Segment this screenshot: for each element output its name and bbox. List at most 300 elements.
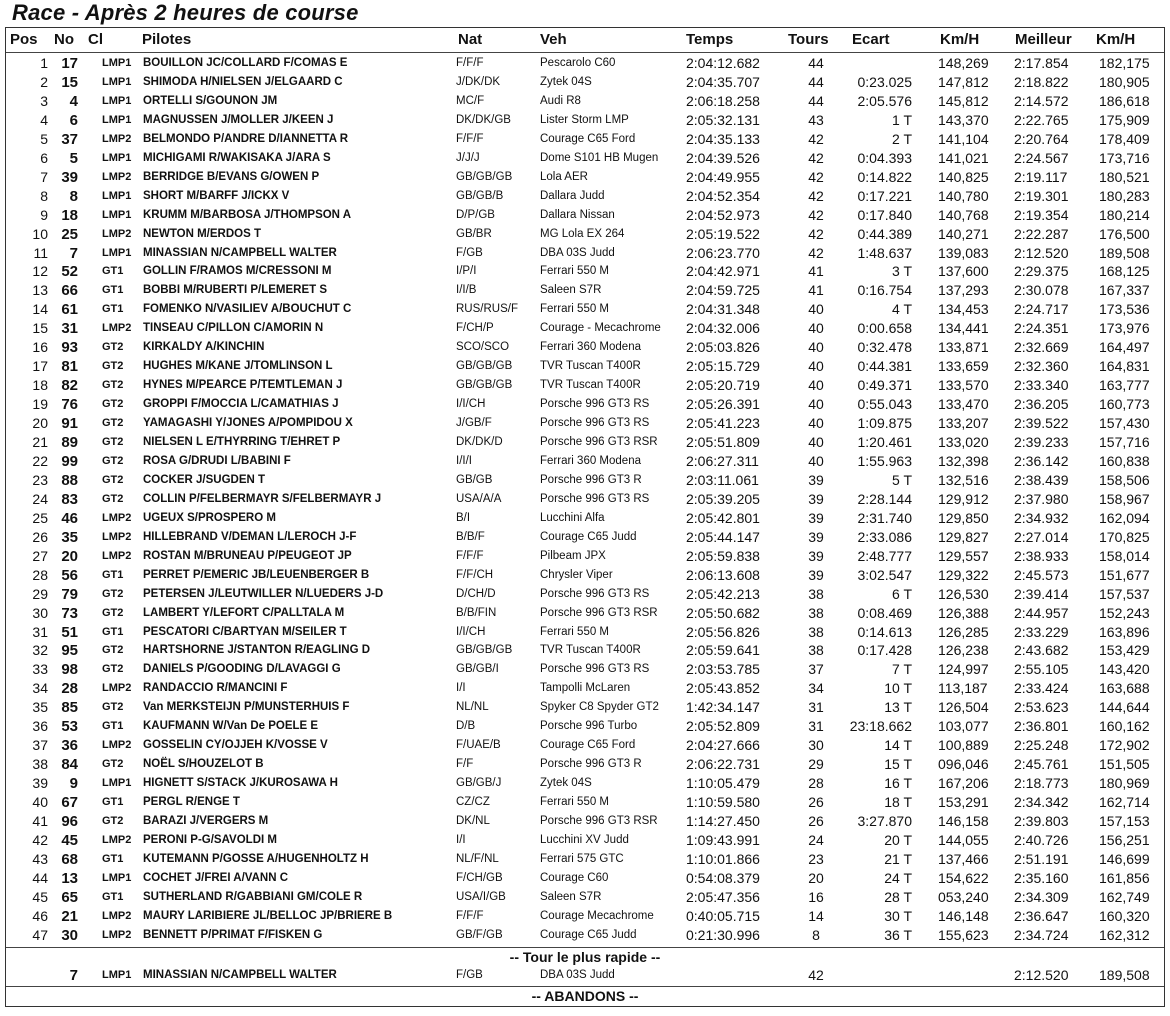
cell-no: 35 xyxy=(61,528,78,546)
cell-pilotes: ROSTAN M/BRUNEAU P/PEUGEOT JP xyxy=(143,549,352,562)
table-row xyxy=(6,679,1164,698)
cell-nat: CZ/CZ xyxy=(456,796,490,809)
cell-meilleur: 2:43.682 xyxy=(1014,642,1069,659)
cell-pilotes: DANIELS P/GOODING D/LAVAGGI G xyxy=(143,663,341,676)
cell-tours: 34 xyxy=(808,680,824,697)
cell-tours: 26 xyxy=(808,794,824,811)
cell-nat: I/I/I xyxy=(456,454,472,467)
cell-no: 39 xyxy=(61,168,78,186)
cell-temps: 2:04:42.971 xyxy=(686,263,760,280)
cell-veh: MG Lola EX 264 xyxy=(540,227,625,240)
cell-ecart: 1:09.875 xyxy=(857,415,912,432)
cell-temps: 2:05:50.682 xyxy=(686,604,760,621)
cell-ecart: 1:55.963 xyxy=(857,452,912,469)
cell-kmh: 103,077 xyxy=(938,718,989,735)
cell-tours: 40 xyxy=(808,415,824,432)
cell-nat: I/I xyxy=(456,833,466,846)
cell-no: 83 xyxy=(61,490,78,508)
cell-tours: 26 xyxy=(808,813,824,829)
cell-pos: 40 xyxy=(32,794,48,811)
cell-pos: 43 xyxy=(32,850,48,867)
cell-kmh: 147,812 xyxy=(938,73,989,90)
cell-veh: Porsche 996 GT3 RSR xyxy=(540,436,658,448)
cell-class: LMP2 xyxy=(102,227,132,240)
cell-pos: 24 xyxy=(32,490,48,507)
cell-ecart: 15 T xyxy=(884,756,912,773)
cell-pilotes: YAMAGASHI Y/JONES A/POMPIDOU X xyxy=(143,417,353,430)
cell-kmh: 139,083 xyxy=(938,244,989,261)
cell-ecart: 5 T xyxy=(892,471,912,488)
cell-no: 79 xyxy=(61,585,78,603)
cell-class: GT2 xyxy=(102,417,124,430)
cell-no: 52 xyxy=(61,263,78,281)
cell-temps: 2:04:31.348 xyxy=(686,301,760,318)
cell-nat: F/F/F xyxy=(456,132,484,145)
cell-pos: 1 xyxy=(40,55,48,71)
cell-ecart: 2:31.740 xyxy=(857,509,912,526)
cell-pos: 10 xyxy=(32,225,48,242)
cell-tours: 23 xyxy=(808,850,824,867)
cell-pos: 19 xyxy=(32,396,48,413)
cell-veh: TVR Tuscan T400R xyxy=(540,379,641,392)
table-row xyxy=(6,774,1164,793)
cell-temps: 2:05:47.356 xyxy=(686,888,760,905)
cell-meilleur: 2:55.105 xyxy=(1014,661,1069,678)
cell-kmh-best: 158,967 xyxy=(1099,490,1150,507)
cell-meilleur: 2:22.287 xyxy=(1014,225,1069,242)
cell-meilleur: 2:27.014 xyxy=(1014,528,1069,545)
cell-no: 51 xyxy=(61,623,78,641)
cell-nat: I/I xyxy=(456,682,466,695)
cell-kmh: 146,148 xyxy=(938,907,989,924)
cell-no: 25 xyxy=(61,225,78,243)
cell-meilleur: 2:44.957 xyxy=(1014,604,1069,621)
cell-veh: Pescarolo C60 xyxy=(540,57,616,69)
cell-pilotes: NIELSEN L E/THYRRING T/EHRET P xyxy=(143,436,341,448)
cell-no: 76 xyxy=(61,396,78,414)
cell-tours: 43 xyxy=(808,111,824,128)
cell-kmh-best: 163,688 xyxy=(1099,680,1150,697)
fastest-lap-veh: DBA 03S Judd xyxy=(540,969,615,981)
table-row xyxy=(6,755,1164,774)
cell-veh: Chrysler Viper xyxy=(540,568,613,581)
cell-pos: 12 xyxy=(32,263,48,280)
cell-no: 13 xyxy=(61,869,78,887)
cell-veh: Porsche 996 GT3 R xyxy=(540,758,642,771)
cell-tours: 44 xyxy=(808,73,824,90)
cell-pilotes: MAURY LARIBIERE JL/BELLOC JP/BRIERE B xyxy=(143,909,393,922)
cell-kmh-best: 151,505 xyxy=(1099,756,1150,773)
cell-nat: F/F xyxy=(456,758,474,771)
fastest-lap-heading: -- Tour le plus rapide -- xyxy=(6,947,1164,965)
cell-no: 99 xyxy=(61,452,78,470)
cell-meilleur: 2:29.375 xyxy=(1014,263,1069,280)
table-row xyxy=(6,54,1164,73)
cell-pos: 44 xyxy=(32,869,48,886)
cell-kmh-best: 163,777 xyxy=(1099,377,1150,394)
cell-tours: 38 xyxy=(808,604,824,621)
cell-veh: Ferrari 550 M xyxy=(540,303,610,316)
cell-pilotes: PETERSEN J/LEUTWILLER N/LUEDERS J-D xyxy=(143,587,384,600)
cell-kmh-best: 144,644 xyxy=(1099,699,1150,716)
cell-kmh: 155,623 xyxy=(938,926,989,943)
cell-temps: 2:03:53.785 xyxy=(686,661,760,678)
cell-temps: 2:06:18.258 xyxy=(686,92,760,109)
cell-tours: 42 xyxy=(808,244,824,261)
cell-ecart: 0:55.043 xyxy=(857,396,912,413)
cell-pilotes: SHIMODA H/NIELSEN J/ELGAARD C xyxy=(143,75,343,88)
cell-temps: 2:05:44.147 xyxy=(686,528,760,545)
cell-temps: 2:05:32.131 xyxy=(686,111,760,128)
cell-kmh-best: 158,014 xyxy=(1099,547,1150,564)
cell-class: GT2 xyxy=(102,454,124,467)
cell-temps: 2:04:52.354 xyxy=(686,187,760,204)
table-row xyxy=(6,244,1164,263)
cell-no: 68 xyxy=(61,850,78,868)
cell-no: 20 xyxy=(61,547,78,565)
cell-pos: 36 xyxy=(32,718,48,735)
cell-veh: Porsche 996 GT3 RS xyxy=(540,417,650,430)
cell-tours: 40 xyxy=(808,358,824,375)
cell-meilleur: 2:53.623 xyxy=(1014,699,1069,716)
cell-pilotes: GROPPI F/MOCCIA L/CAMATHIAS J xyxy=(143,398,339,411)
cell-ecart: 0:16.754 xyxy=(857,282,912,299)
cell-meilleur: 2:37.980 xyxy=(1014,490,1069,507)
cell-class: GT2 xyxy=(102,815,124,827)
cell-pos: 15 xyxy=(32,320,48,337)
cell-pilotes: HILLEBRAND V/DEMAN L/LEROCH J-F xyxy=(143,530,357,543)
table-row xyxy=(6,490,1164,509)
cell-ecart: 18 T xyxy=(884,794,912,811)
cell-temps: 2:04:27.666 xyxy=(686,737,760,754)
cell-veh: Porsche 996 Turbo xyxy=(540,720,638,733)
cell-tours: 29 xyxy=(808,756,824,773)
cell-nat: F/F/F xyxy=(456,549,484,562)
cell-pilotes: Van MERKSTEIJN P/MUNSTERHUIS F xyxy=(143,701,350,714)
cell-veh: Porsche 996 GT3 RS xyxy=(540,398,650,411)
table-row xyxy=(6,471,1164,490)
cell-no: 15 xyxy=(61,73,78,91)
cell-ecart: 0:23.025 xyxy=(857,73,912,90)
cell-nat: F/F/CH xyxy=(456,568,494,581)
cell-ecart: 28 T xyxy=(884,888,912,905)
cell-pos: 18 xyxy=(32,377,48,394)
cell-kmh: 129,322 xyxy=(938,566,989,583)
cell-nat: GB/GB/I xyxy=(456,663,499,676)
cell-kmh-best: 168,125 xyxy=(1099,263,1150,280)
cell-class: LMP2 xyxy=(102,833,132,846)
cell-kmh-best: 176,500 xyxy=(1099,225,1150,242)
cell-temps: 2:04:52.973 xyxy=(686,206,760,223)
cell-kmh: 129,827 xyxy=(938,528,989,545)
cell-ecart: 24 T xyxy=(884,869,912,886)
table-row xyxy=(6,319,1164,338)
cell-class: GT1 xyxy=(102,796,124,809)
cell-pilotes: HUGHES M/KANE J/TOMLINSON L xyxy=(143,360,333,373)
cell-no: 18 xyxy=(61,206,78,224)
cell-no: 36 xyxy=(61,737,78,755)
cell-ecart: 0:04.393 xyxy=(857,149,912,166)
cell-meilleur: 2:30.078 xyxy=(1014,282,1069,299)
cell-meilleur: 2:34.342 xyxy=(1014,794,1069,811)
cell-kmh: 134,441 xyxy=(938,320,989,337)
table-row xyxy=(6,585,1164,604)
cell-no: 4 xyxy=(69,92,78,110)
cell-kmh-best: 162,749 xyxy=(1099,888,1150,905)
cell-meilleur: 2:19.354 xyxy=(1014,206,1069,223)
table-row xyxy=(6,262,1164,281)
cell-nat: B/B/FIN xyxy=(456,606,497,619)
cell-kmh-best: 162,312 xyxy=(1099,926,1150,943)
cell-meilleur: 2:19.117 xyxy=(1014,168,1068,185)
header-tours: Tours xyxy=(788,31,829,48)
cell-temps: 2:06:23.770 xyxy=(686,244,760,261)
cell-pos: 13 xyxy=(32,282,48,299)
cell-pilotes: ORTELLI S/GOUNON JM xyxy=(143,94,278,107)
cell-nat: B/B/F xyxy=(456,530,485,543)
cell-pilotes: KAUFMANN W/Van De POELE E xyxy=(143,720,319,733)
cell-veh: Ferrari 550 M xyxy=(540,265,610,278)
cell-nat: I/I/B xyxy=(456,284,477,297)
cell-pilotes: ROSA G/DRUDI L/BABINI F xyxy=(143,454,291,467)
table-row xyxy=(6,660,1164,679)
cell-veh: Lister Storm LMP xyxy=(540,113,629,126)
cell-class: GT2 xyxy=(102,758,124,771)
cell-veh: TVR Tuscan T400R xyxy=(540,360,641,373)
cell-ecart: 0:00.658 xyxy=(857,320,912,337)
cell-veh: Lucchini XV Judd xyxy=(540,833,629,846)
cell-pilotes: SHORT M/BARFF J/ICKX V xyxy=(143,189,290,202)
table-row xyxy=(6,225,1164,244)
cell-kmh-best: 173,716 xyxy=(1099,149,1150,166)
cell-no: 61 xyxy=(61,301,78,319)
cell-kmh-best: 157,716 xyxy=(1099,434,1150,450)
cell-veh: Audi R8 xyxy=(540,94,581,107)
cell-pilotes: MAGNUSSEN J/MOLLER J/KEEN J xyxy=(143,113,334,126)
cell-tours: 41 xyxy=(808,263,824,280)
cell-veh: Courage C60 xyxy=(540,871,609,884)
cell-kmh-best: 160,162 xyxy=(1099,718,1150,735)
cell-meilleur: 2:35.160 xyxy=(1014,869,1069,886)
fastest-lap-nat: F/GB xyxy=(456,969,483,981)
cell-kmh: 153,291 xyxy=(938,794,989,811)
cell-kmh-best: 157,430 xyxy=(1099,415,1150,432)
header-veh: Veh xyxy=(540,31,567,48)
cell-veh: Ferrari 575 GTC xyxy=(540,852,624,865)
cell-meilleur: 2:36.647 xyxy=(1014,907,1069,924)
cell-class: GT2 xyxy=(102,492,124,505)
cell-temps: 2:05:20.719 xyxy=(686,377,760,394)
cell-class: GT2 xyxy=(102,473,124,486)
cell-meilleur: 2:39.803 xyxy=(1014,813,1069,829)
header-meilleur: Meilleur xyxy=(1015,31,1072,48)
table-row xyxy=(6,926,1164,945)
cell-pilotes: RANDACCIO R/MANCINI F xyxy=(143,682,288,695)
cell-pilotes: BELMONDO P/ANDRE D/IANNETTA R xyxy=(143,132,349,145)
cell-tours: 42 xyxy=(808,187,824,204)
cell-veh: Lola AER xyxy=(540,170,588,183)
cell-meilleur: 2:12.520 xyxy=(1014,244,1069,261)
cell-kmh-best: 173,976 xyxy=(1099,320,1150,337)
cell-pos: 39 xyxy=(32,775,48,792)
cell-ecart: 36 T xyxy=(884,926,912,943)
fastest-lap-class: LMP1 xyxy=(102,969,132,981)
cell-pilotes: LAMBERT Y/LEFORT C/PALLTALA M xyxy=(143,606,345,619)
cell-ecart: 1:20.461 xyxy=(857,434,912,450)
cell-pilotes: BARAZI J/VERGERS M xyxy=(143,815,269,827)
cell-pos: 35 xyxy=(32,699,48,716)
cell-pilotes: COCHET J/FREI A/VANN C xyxy=(143,871,289,884)
cell-tours: 38 xyxy=(808,642,824,659)
cell-kmh: 133,871 xyxy=(938,339,989,356)
cell-ecart: 0:49.371 xyxy=(857,377,912,394)
cell-tours: 42 xyxy=(808,168,824,185)
cell-ecart: 3:27.870 xyxy=(857,813,912,829)
cell-pos: 30 xyxy=(32,604,48,621)
cell-meilleur: 2:25.248 xyxy=(1014,737,1069,754)
cell-pilotes: BOUILLON JC/COLLARD F/COMAS E xyxy=(143,57,348,69)
cell-ecart: 20 T xyxy=(884,831,912,848)
cell-pos: 8 xyxy=(40,187,48,204)
header-pilotes: Pilotes xyxy=(142,31,192,48)
cell-kmh: 129,557 xyxy=(938,547,989,564)
cell-veh: Tampolli McLaren xyxy=(540,682,631,695)
page-title: Race - Après 2 heures de course xyxy=(12,0,359,25)
cell-nat: GB/GB/B xyxy=(456,189,504,202)
cell-temps: 2:04:39.526 xyxy=(686,149,760,166)
cell-pilotes: KRUMM M/BARBOSA J/THOMPSON A xyxy=(143,208,352,221)
cell-kmh: 154,622 xyxy=(938,869,989,886)
cell-pos: 34 xyxy=(32,680,48,697)
cell-temps: 1:10:59.580 xyxy=(686,794,760,811)
cell-meilleur: 2:18.822 xyxy=(1014,73,1069,90)
header-kmh: Km/H xyxy=(940,31,980,48)
cell-ecart: 2:33.086 xyxy=(857,528,912,545)
cell-pos: 9 xyxy=(40,206,48,223)
cell-pos: 28 xyxy=(32,566,48,583)
cell-pos: 38 xyxy=(32,756,48,773)
cell-veh: Ferrari 360 Modena xyxy=(540,341,641,354)
cell-temps: 2:04:35.133 xyxy=(686,130,760,147)
cell-ecart xyxy=(842,54,912,73)
table-row xyxy=(6,698,1164,717)
cell-pilotes: COCKER J/SUGDEN T xyxy=(143,473,266,486)
cell-kmh-best: 189,508 xyxy=(1099,244,1150,261)
cell-kmh: 146,158 xyxy=(938,813,989,829)
cell-ecart: 1 T xyxy=(892,111,912,128)
cell-pilotes: NOËL S/HOUZELOT B xyxy=(143,758,264,771)
cell-kmh: 053,240 xyxy=(938,888,989,905)
cell-pilotes: HYNES M/PEARCE P/TEMTLEMAN J xyxy=(143,379,343,392)
cell-kmh-best: 156,251 xyxy=(1099,831,1150,848)
cell-kmh: 126,285 xyxy=(938,623,989,640)
cell-nat: GB/GB/GB xyxy=(456,360,513,373)
cell-pos: 46 xyxy=(32,907,48,924)
table-row xyxy=(6,850,1164,869)
cell-pilotes: NEWTON M/ERDOS T xyxy=(143,227,261,240)
header-cl: Cl xyxy=(88,31,103,48)
cell-class: GT1 xyxy=(102,852,124,865)
cell-nat: F/GB xyxy=(456,246,483,259)
cell-meilleur: 2:33.229 xyxy=(1014,623,1069,640)
cell-class: GT2 xyxy=(102,663,124,676)
cell-meilleur: 2:20.764 xyxy=(1014,130,1069,147)
cell-veh: Porsche 996 GT3 RS xyxy=(540,663,650,676)
cell-class: LMP1 xyxy=(102,189,132,202)
cell-temps: 2:05:43.852 xyxy=(686,680,760,697)
cell-temps: 0:54:08.379 xyxy=(686,869,760,886)
cell-no: 66 xyxy=(61,282,78,300)
cell-kmh: 167,206 xyxy=(938,775,989,792)
cell-pos: 41 xyxy=(32,813,48,829)
cell-kmh-best: 151,677 xyxy=(1099,566,1150,583)
cell-kmh: 137,466 xyxy=(938,850,989,867)
cell-pos: 22 xyxy=(32,452,48,469)
cell-tours: 40 xyxy=(808,377,824,394)
cell-kmh-best: 167,337 xyxy=(1099,282,1150,299)
table-row xyxy=(6,907,1164,926)
cell-ecart: 0:14.822 xyxy=(857,168,912,185)
cell-pilotes: SUTHERLAND R/GABBIANI GM/COLE R xyxy=(143,890,363,903)
cell-no: 89 xyxy=(61,434,78,451)
cell-kmh: 141,021 xyxy=(938,149,989,166)
cell-meilleur: 2:51.191 xyxy=(1014,850,1069,867)
cell-kmh: 124,997 xyxy=(938,661,989,678)
cell-kmh-best: 161,856 xyxy=(1099,869,1150,886)
cell-no: 9 xyxy=(69,775,78,793)
table-row xyxy=(6,604,1164,623)
table-row xyxy=(6,111,1164,130)
cell-ecart: 21 T xyxy=(884,850,912,867)
cell-tours: 39 xyxy=(808,566,824,583)
cell-class: LMP1 xyxy=(102,151,132,164)
cell-meilleur: 2:36.142 xyxy=(1014,452,1069,469)
table-row xyxy=(6,376,1164,395)
cell-no: 84 xyxy=(61,756,78,774)
cell-kmh: 145,812 xyxy=(938,92,989,109)
cell-temps: 2:05:41.223 xyxy=(686,415,760,432)
cell-kmh: 129,912 xyxy=(938,490,989,507)
cell-nat: USA/I/GB xyxy=(456,890,506,903)
cell-class: GT2 xyxy=(102,379,124,392)
cell-kmh-best: 170,825 xyxy=(1099,528,1150,545)
cell-nat: I/I/CH xyxy=(456,398,486,411)
cell-pos: 37 xyxy=(32,737,48,754)
cell-nat: GB/GB/GB xyxy=(456,379,513,392)
cell-class: GT1 xyxy=(102,568,124,581)
cell-tours: 20 xyxy=(808,869,824,886)
cell-kmh: 096,046 xyxy=(938,756,989,773)
cell-tours: 39 xyxy=(808,509,824,526)
table-row xyxy=(6,528,1164,547)
cell-class: LMP2 xyxy=(102,322,132,335)
cell-class: GT1 xyxy=(102,303,124,316)
cell-veh: Courage Mecachrome xyxy=(540,909,654,922)
cell-tours: 28 xyxy=(808,775,824,792)
cell-tours: 37 xyxy=(808,661,824,678)
cell-veh: Lucchini Alfa xyxy=(540,511,605,524)
cell-temps: 1:10:05.479 xyxy=(686,775,760,792)
cell-veh: Ferrari 550 M xyxy=(540,796,610,809)
cell-nat: GB/GB/GB xyxy=(456,170,513,183)
cell-pilotes: KIRKALDY A/KINCHIN xyxy=(143,341,265,354)
table-row xyxy=(6,888,1164,907)
cell-tours: 42 xyxy=(808,149,824,166)
cell-kmh-best: 160,773 xyxy=(1099,396,1150,413)
cell-veh: Saleen S7R xyxy=(540,284,602,297)
cell-temps: 1:42:34.147 xyxy=(686,699,760,716)
cell-pilotes: BOBBI M/RUBERTI P/LEMERET S xyxy=(143,284,328,297)
